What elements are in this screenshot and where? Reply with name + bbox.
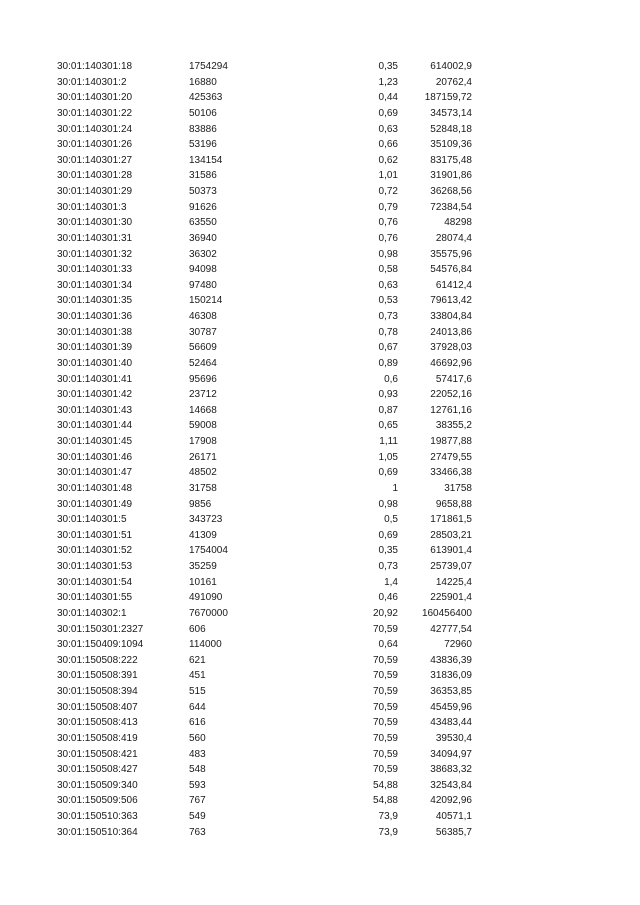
- value-cell: 43836,39: [430, 654, 472, 666]
- rate-cell: 0,67: [378, 342, 398, 354]
- cadastral-number-cell: 30:01:140301:38: [57, 326, 133, 338]
- area-cell: 83886: [189, 123, 217, 135]
- value-cell: 79613,42: [430, 295, 472, 307]
- value-cell: 35575,96: [430, 248, 472, 260]
- value-cell: 20762,4: [435, 76, 472, 88]
- value-cell: 27479,55: [430, 451, 472, 463]
- rate-cell: 20,92: [372, 607, 398, 619]
- table-row: [0, 512, 640, 528]
- value-cell: 28503,21: [430, 529, 472, 541]
- area-cell: 451: [189, 670, 206, 682]
- cadastral-number-cell: 30:01:140301:2: [57, 76, 127, 88]
- table-row: [0, 450, 640, 466]
- area-cell: 59008: [189, 420, 217, 432]
- area-cell: 56609: [189, 342, 217, 354]
- table-row: [0, 575, 640, 591]
- area-cell: 16880: [189, 76, 217, 88]
- cadastral-number-cell: 30:01:140301:51: [57, 529, 133, 541]
- area-cell: 14668: [189, 404, 217, 416]
- cadastral-number-cell: 30:01:150409:1094: [57, 639, 144, 651]
- rate-cell: 0,98: [378, 248, 398, 260]
- rate-cell: 0,76: [378, 232, 398, 244]
- rate-cell: 0,62: [378, 154, 398, 166]
- value-cell: 31901,86: [430, 170, 472, 182]
- table-row: [0, 387, 640, 403]
- table-row: [0, 90, 640, 106]
- area-cell: 17908: [189, 436, 217, 447]
- value-cell: 37928,03: [430, 342, 472, 354]
- value-cell: 33466,38: [430, 467, 472, 479]
- rate-cell: 0,69: [378, 529, 398, 541]
- area-cell: 763: [189, 826, 206, 838]
- rate-cell: 0,35: [378, 61, 398, 72]
- cadastral-number-cell: 30:01:150508:407: [57, 701, 138, 713]
- area-cell: 134154: [189, 154, 223, 166]
- rate-cell: 0,89: [378, 357, 398, 369]
- area-cell: 7670000: [189, 607, 228, 619]
- value-cell: 19877,88: [430, 436, 472, 447]
- table-row: [0, 293, 640, 309]
- table-row: [0, 762, 640, 778]
- cadastral-number-cell: 30:01:140301:36: [57, 311, 133, 322]
- rate-cell: 0,73: [378, 311, 398, 322]
- area-cell: 1754294: [189, 61, 228, 72]
- rate-cell: 0,46: [378, 592, 398, 604]
- table-row: [0, 200, 640, 216]
- cadastral-number-cell: 30:01:150510:363: [57, 811, 138, 822]
- area-cell: 36302: [189, 248, 217, 260]
- table-row: [0, 168, 640, 184]
- rate-cell: 0,93: [378, 389, 398, 401]
- rate-cell: 0,66: [378, 139, 398, 151]
- cadastral-number-cell: 30:01:140301:30: [57, 217, 133, 229]
- cadastral-number-cell: 30:01:150510:364: [57, 826, 138, 838]
- rate-cell: 0,76: [378, 217, 398, 229]
- value-cell: 25739,07: [430, 561, 472, 572]
- value-cell: 40571,1: [435, 811, 472, 822]
- cadastral-number-cell: 30:01:150508:413: [57, 717, 138, 729]
- cadastral-number-cell: 30:01:150508:394: [57, 686, 138, 697]
- table-row: [0, 122, 640, 138]
- rate-cell: 0,87: [378, 404, 398, 416]
- area-cell: 1754004: [189, 545, 228, 557]
- area-cell: 97480: [189, 279, 217, 291]
- rate-cell: 70,59: [372, 748, 398, 760]
- value-cell: 34573,14: [430, 107, 472, 119]
- rate-cell: 54,88: [372, 795, 398, 807]
- value-cell: 12761,16: [430, 404, 472, 416]
- cadastral-number-cell: 30:01:140301:43: [57, 404, 133, 416]
- cadastral-number-cell: 30:01:150509:506: [57, 795, 138, 807]
- rate-cell: 0,6: [384, 373, 398, 385]
- rate-cell: 54,88: [372, 779, 398, 791]
- table-row: [0, 747, 640, 763]
- value-cell: 24013,86: [430, 326, 472, 338]
- cadastral-number-cell: 30:01:140301:55: [57, 592, 133, 604]
- cadastral-number-cell: 30:01:140302:1: [57, 607, 127, 619]
- table-row: [0, 559, 640, 575]
- rate-cell: 1,01: [378, 170, 398, 182]
- rate-cell: 70,59: [372, 717, 398, 729]
- area-cell: 31586: [189, 170, 217, 182]
- rate-cell: 0,79: [378, 201, 398, 213]
- area-cell: 35259: [189, 561, 217, 572]
- area-cell: 343723: [189, 514, 223, 526]
- area-cell: 30787: [189, 326, 217, 338]
- table-row: [0, 606, 640, 622]
- value-cell: 614002,9: [430, 61, 472, 72]
- table-row: [0, 481, 640, 497]
- value-cell: 48298: [444, 217, 472, 229]
- table-row: [0, 434, 640, 450]
- cadastral-number-cell: 30:01:140301:52: [57, 545, 133, 557]
- rate-cell: 0,63: [378, 279, 398, 291]
- cadastral-number-cell: 30:01:140301:49: [57, 498, 133, 510]
- area-cell: 63550: [189, 217, 217, 229]
- rate-cell: 0,58: [378, 264, 398, 276]
- table-row: [0, 825, 640, 841]
- rate-cell: 73,9: [378, 826, 398, 838]
- table-row: [0, 418, 640, 434]
- area-cell: 548: [189, 764, 206, 776]
- value-cell: 36353,85: [430, 686, 472, 697]
- value-cell: 22052,16: [430, 389, 472, 401]
- cadastral-number-cell: 30:01:140301:48: [57, 482, 133, 494]
- cadastral-number-cell: 30:01:140301:24: [57, 123, 133, 135]
- value-cell: 33804,84: [430, 311, 472, 322]
- cadastral-number-cell: 30:01:140301:41: [57, 373, 133, 385]
- table-row: [0, 700, 640, 716]
- table-row: [0, 637, 640, 653]
- area-cell: 48502: [189, 467, 217, 479]
- rate-cell: 1,05: [378, 451, 398, 463]
- cadastral-number-cell: 30:01:140301:46: [57, 451, 133, 463]
- cadastral-number-cell: 30:01:140301:29: [57, 186, 133, 197]
- cadastral-number-cell: 30:01:140301:18: [57, 61, 133, 72]
- area-cell: 616: [189, 717, 206, 729]
- cadastral-number-cell: 30:01:150509:340: [57, 779, 138, 791]
- table-row: [0, 247, 640, 263]
- value-cell: 61412,4: [435, 279, 472, 291]
- cadastral-number-cell: 30:01:140301:44: [57, 420, 133, 432]
- table-row: [0, 325, 640, 341]
- value-cell: 39530,4: [435, 732, 472, 744]
- table-row: [0, 215, 640, 231]
- table-row: [0, 75, 640, 91]
- rate-cell: 0,63: [378, 123, 398, 135]
- area-cell: 50373: [189, 186, 217, 197]
- cadastral-number-cell: 30:01:140301:31: [57, 232, 133, 244]
- rate-cell: 1,11: [379, 436, 398, 447]
- area-cell: 10161: [189, 576, 217, 588]
- table-row: [0, 153, 640, 169]
- table-row: [0, 668, 640, 684]
- cadastral-number-cell: 30:01:150301:2327: [57, 623, 144, 635]
- area-cell: 515: [189, 686, 206, 697]
- cadastral-number-cell: 30:01:140301:47: [57, 467, 133, 479]
- rate-cell: 0,69: [378, 467, 398, 479]
- value-cell: 36268,56: [430, 186, 472, 197]
- value-cell: 52848,18: [430, 123, 472, 135]
- cadastral-number-cell: 30:01:140301:20: [57, 92, 133, 104]
- table-row: [0, 684, 640, 700]
- cadastral-number-cell: 30:01:140301:26: [57, 139, 133, 151]
- rate-cell: 70,59: [372, 654, 398, 666]
- area-cell: 549: [189, 811, 206, 822]
- area-cell: 114000: [189, 639, 222, 651]
- table-row: [0, 356, 640, 372]
- table-row: [0, 590, 640, 606]
- table-row: [0, 403, 640, 419]
- area-cell: 560: [189, 732, 206, 744]
- value-cell: 72384,54: [430, 201, 472, 213]
- value-cell: 43483,44: [430, 717, 472, 729]
- value-cell: 160456400: [421, 607, 472, 619]
- table-row: [0, 137, 640, 153]
- area-cell: 52464: [189, 357, 217, 369]
- cadastral-number-cell: 30:01:140301:33: [57, 264, 133, 276]
- area-cell: 9856: [189, 498, 212, 510]
- rate-cell: 1: [392, 482, 398, 494]
- area-cell: 593: [189, 779, 206, 791]
- rate-cell: 70,59: [372, 764, 398, 776]
- cadastral-number-cell: 30:01:150508:421: [57, 748, 138, 760]
- table-row: [0, 184, 640, 200]
- rate-cell: 0,53: [378, 295, 398, 307]
- table-row: [0, 231, 640, 247]
- rate-cell: 70,59: [372, 701, 398, 713]
- table-row: [0, 340, 640, 356]
- cadastral-number-cell: 30:01:140301:22: [57, 107, 133, 119]
- value-cell: 187159,72: [424, 92, 472, 104]
- cadastral-number-cell: 30:01:140301:28: [57, 170, 133, 182]
- area-cell: 50106: [189, 107, 217, 119]
- area-cell: 767: [189, 795, 206, 807]
- value-cell: 38683,32: [430, 764, 472, 776]
- cadastral-number-cell: 30:01:150508:419: [57, 732, 138, 744]
- table-row: [0, 106, 640, 122]
- table-row: [0, 622, 640, 638]
- value-cell: 225901,4: [430, 592, 472, 604]
- table-row: [0, 528, 640, 544]
- area-cell: 425363: [189, 92, 223, 104]
- value-cell: 45459,96: [430, 701, 472, 713]
- table-row: [0, 715, 640, 731]
- table-row: [0, 793, 640, 809]
- area-cell: 31758: [189, 482, 217, 494]
- value-cell: 42777,54: [430, 623, 472, 635]
- rate-cell: 0,5: [384, 514, 398, 526]
- area-cell: 150214: [189, 295, 223, 307]
- area-cell: 94098: [189, 264, 217, 276]
- value-cell: 38355,2: [435, 420, 472, 432]
- cadastral-number-cell: 30:01:150508:391: [57, 670, 138, 682]
- area-cell: 46308: [189, 311, 217, 322]
- cadastral-number-cell: 30:01:140301:35: [57, 295, 133, 307]
- area-cell: 91626: [189, 201, 217, 213]
- value-cell: 31836,09: [430, 670, 472, 682]
- value-cell: 54576,84: [430, 264, 472, 276]
- cadastral-number-cell: 30:01:150508:427: [57, 764, 138, 776]
- area-cell: 36940: [189, 232, 217, 244]
- table-row: [0, 59, 640, 75]
- value-cell: 83175,48: [430, 154, 472, 166]
- area-cell: 644: [189, 701, 206, 713]
- cadastral-number-cell: 30:01:140301:54: [57, 576, 133, 588]
- table-row: [0, 372, 640, 388]
- rate-cell: 70,59: [372, 732, 398, 744]
- value-cell: 34094,97: [430, 748, 472, 760]
- value-cell: 32543,84: [430, 779, 472, 791]
- rate-cell: 0,65: [378, 420, 398, 432]
- table-row: [0, 653, 640, 669]
- rate-cell: 0,44: [378, 92, 398, 104]
- area-cell: 26171: [189, 451, 217, 463]
- value-cell: 35109,36: [430, 139, 472, 151]
- rate-cell: 1,4: [384, 576, 398, 588]
- value-cell: 31758: [444, 482, 472, 494]
- table-row: [0, 731, 640, 747]
- cadastral-number-cell: 30:01:140301:39: [57, 342, 133, 354]
- rate-cell: 0,72: [378, 186, 398, 197]
- rate-cell: 0,98: [378, 498, 398, 510]
- area-cell: 606: [189, 623, 206, 635]
- rate-cell: 73,9: [378, 811, 398, 822]
- rate-cell: 0,73: [378, 561, 398, 572]
- cadastral-number-cell: 30:01:140301:3: [57, 201, 127, 213]
- area-cell: 621: [189, 654, 206, 666]
- rate-cell: 0,69: [378, 107, 398, 119]
- cadastral-number-cell: 30:01:140301:34: [57, 279, 133, 291]
- table-row: [0, 262, 640, 278]
- area-cell: 483: [189, 748, 206, 760]
- cadastral-number-cell: 30:01:140301:40: [57, 357, 133, 369]
- cadastral-number-cell: 30:01:140301:32: [57, 248, 133, 260]
- area-cell: 95696: [189, 373, 217, 385]
- cadastral-number-cell: 30:01:140301:45: [57, 436, 133, 447]
- value-cell: 56385,7: [435, 826, 472, 838]
- cadastral-number-cell: 30:01:140301:53: [57, 561, 133, 572]
- table-row: [0, 497, 640, 513]
- cadastral-number-cell: 30:01:140301:42: [57, 389, 133, 401]
- cadastral-number-cell: 30:01:140301:5: [57, 514, 127, 526]
- table-row: [0, 543, 640, 559]
- rate-cell: 70,59: [372, 686, 398, 697]
- table-row: [0, 465, 640, 481]
- value-cell: 9658,88: [435, 498, 472, 510]
- value-cell: 171861,5: [430, 514, 472, 526]
- value-cell: 28074,4: [435, 232, 472, 244]
- rate-cell: 70,59: [372, 623, 398, 635]
- value-cell: 42092,96: [430, 795, 472, 807]
- rate-cell: 0,78: [378, 326, 398, 338]
- value-cell: 46692,96: [430, 357, 472, 369]
- area-cell: 53196: [189, 139, 217, 151]
- table-row: [0, 809, 640, 825]
- table-row: [0, 278, 640, 294]
- area-cell: 491090: [189, 592, 223, 604]
- area-cell: 41309: [189, 529, 217, 541]
- table-row: [0, 778, 640, 794]
- value-cell: 57417,6: [435, 373, 472, 385]
- rate-cell: 70,59: [372, 670, 398, 682]
- rate-cell: 1,23: [378, 76, 398, 88]
- value-cell: 14225,4: [435, 576, 472, 588]
- value-cell: 72960: [444, 639, 472, 651]
- table-row: [0, 309, 640, 325]
- rate-cell: 0,35: [378, 545, 398, 557]
- rate-cell: 0,64: [378, 639, 398, 651]
- area-cell: 23712: [189, 389, 217, 401]
- cadastral-number-cell: 30:01:150508:222: [57, 654, 138, 666]
- spreadsheet-table: [0, 59, 640, 840]
- value-cell: 613901,4: [430, 545, 472, 557]
- cadastral-number-cell: 30:01:140301:27: [57, 154, 133, 166]
